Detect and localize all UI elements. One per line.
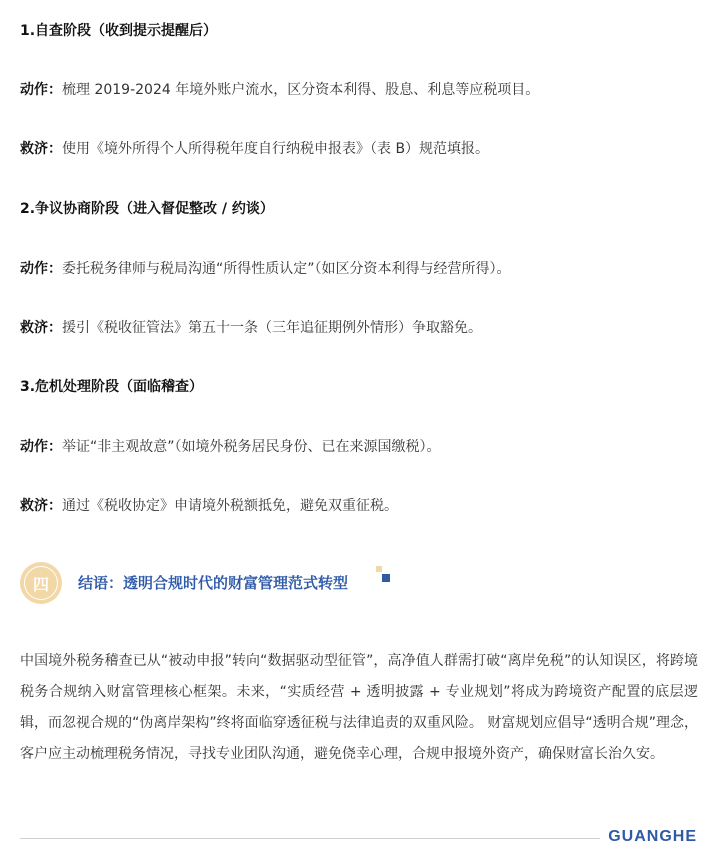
relief-label: 救济： xyxy=(20,498,62,514)
stage-2-relief xyxy=(20,317,482,337)
section-title: 结语：透明合规时代的财富管理范式转型 xyxy=(78,574,349,592)
decor-square-gold xyxy=(376,566,382,572)
relief-label: 救济： xyxy=(20,141,62,157)
decor-square-blue xyxy=(382,574,390,582)
stage-1-action xyxy=(20,79,539,99)
relief-text: 使用《境外所得个人所得税年度自行纳税申报表》（表 B）规范填报。 xyxy=(62,141,490,157)
section-header xyxy=(20,560,400,606)
conclusion-paragraph: 中国境外税务稽查已从“被动申报”转向“数据驱动型征管”，高净值人群需打破“离岸免税”的认知误区，将跨境税务合规纳入财富管理核心框架。未来，“实质经营 + 透明披露 + 专业规划”将成为跨境资产配置的底层逻辑，而忽视合规的“伪离岸架构”终将面临穿透征税与法律追责的双重风险。 财富规划应倡导“透明合规”理念，客户应主动梳理税务情况，寻找专业团队沟通，避免侥幸心理，合规申报境外资产，确保财富长治久安。 xyxy=(20,653,698,762)
action-label: 动作： xyxy=(20,82,62,98)
action-label: 动作： xyxy=(20,261,62,277)
action-text: 举证“非主观故意”（如境外税务居民身份、已在来源国缴税）。 xyxy=(62,439,441,455)
stage-3-relief xyxy=(20,495,398,515)
section-number-badge xyxy=(20,562,62,604)
relief-text: 通过《税收协定》申请境外税额抵免，避免双重征税。 xyxy=(62,498,398,514)
stage-2-heading: 2.争议协商阶段（进入督促整改 / 约谈） xyxy=(20,201,274,217)
section-number: 四 xyxy=(24,566,58,600)
stage-1-relief xyxy=(20,138,489,158)
action-label: 动作： xyxy=(20,439,62,455)
stage-2-action xyxy=(20,258,511,278)
stage-3-action xyxy=(20,436,441,456)
brand-logo-text: GUANGHE xyxy=(608,828,697,845)
action-text: 委托税务律师与税局沟通“所得性质认定”（如区分资本利得与经营所得）。 xyxy=(62,261,511,277)
relief-label: 救济： xyxy=(20,320,62,336)
stage-3-heading: 3.危机处理阶段（面临稽查） xyxy=(20,379,204,395)
action-text: 梳理 2019-2024 年境外账户流水，区分资本利得、股息、利息等应税项目。 xyxy=(62,82,540,98)
stage-1-heading: 1.自查阶段（收到提示提醒后） xyxy=(20,23,218,39)
footer-divider xyxy=(20,838,600,839)
relief-text: 援引《税收征管法》第五十一条（三年追征期例外情形）争取豁免。 xyxy=(62,320,482,336)
